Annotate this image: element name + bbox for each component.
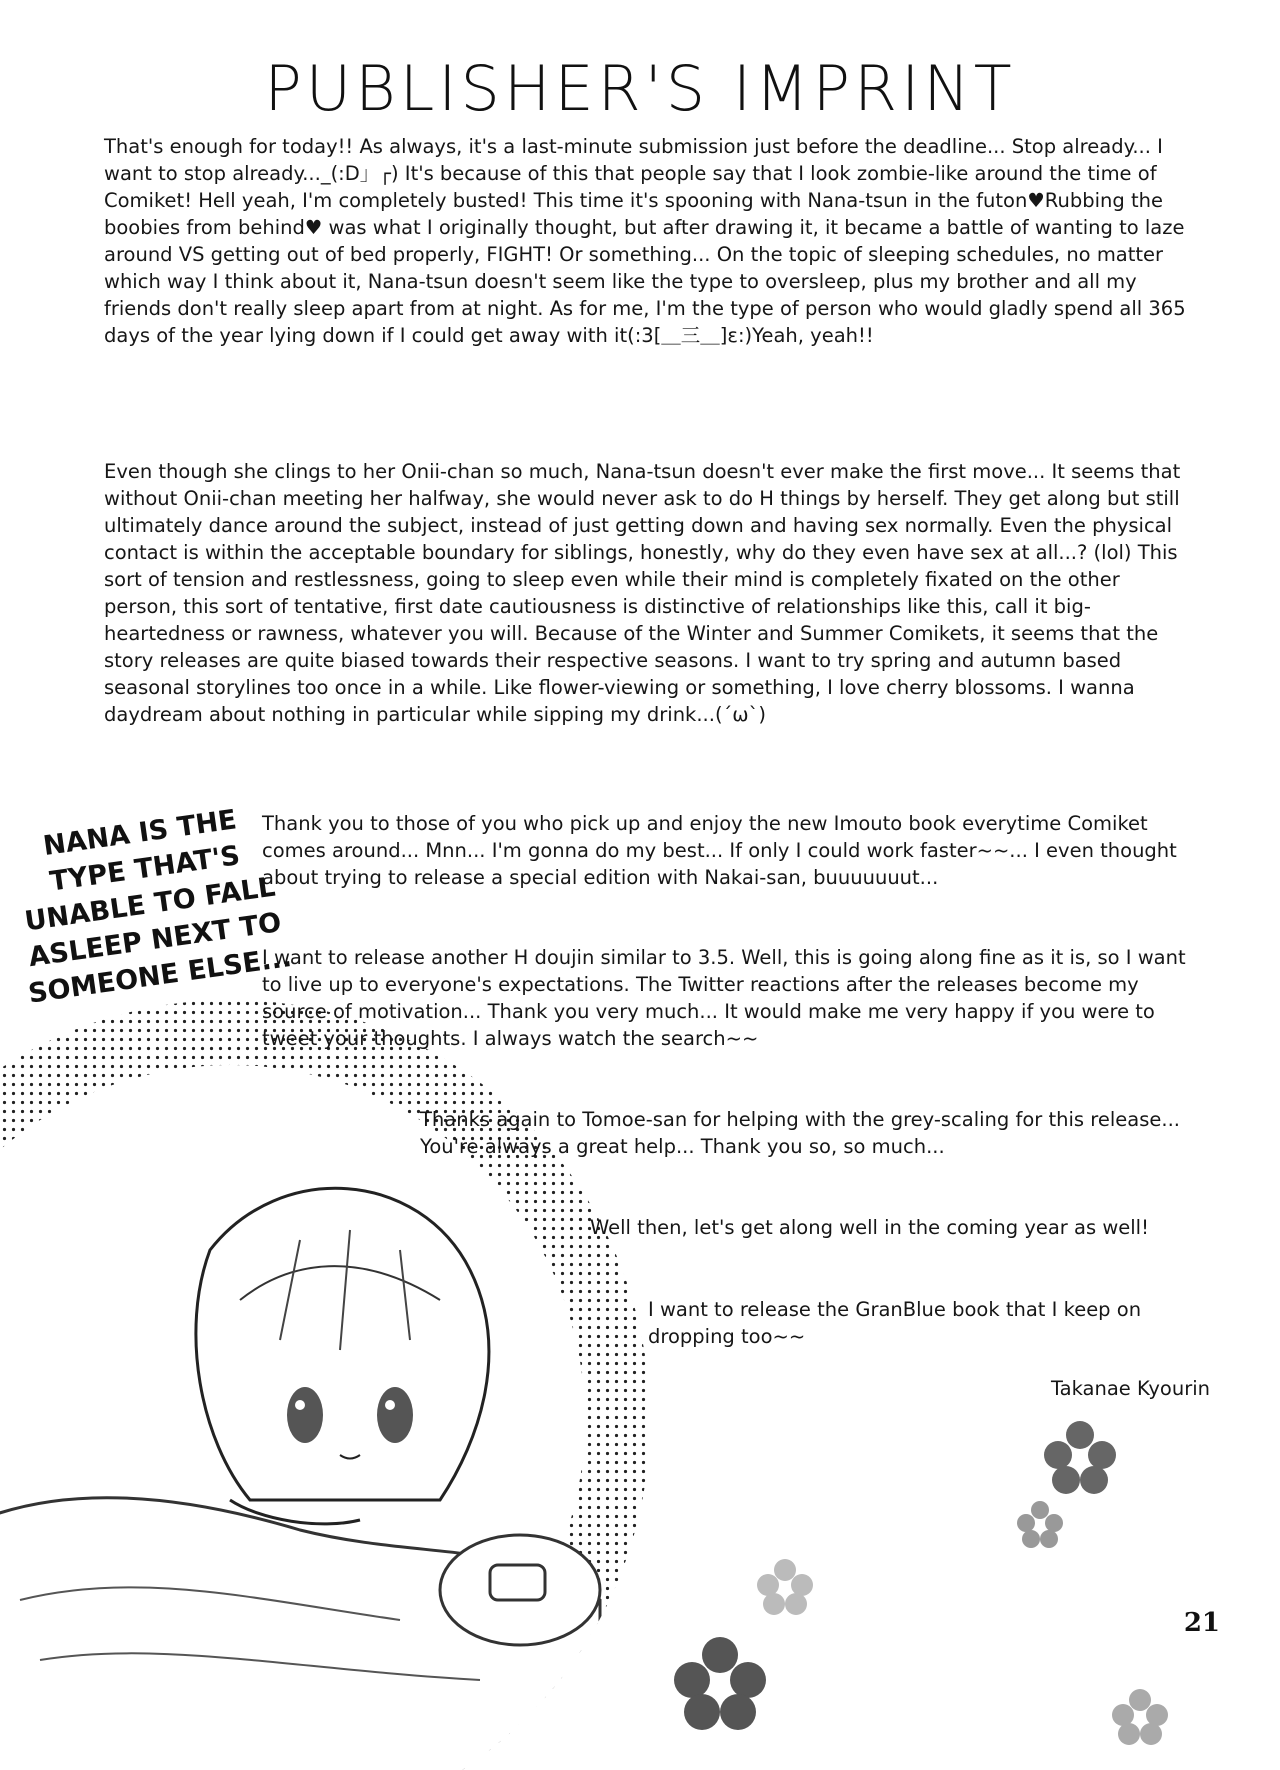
paragraph-3: Thank you to those of you who pick up and enjoy the new Imouto book everytime Comiket comes around... Mnn... I'm gonna do my best... If only I could work faster~~... I even thought about trying to release a special edition with Nakai-san, buuuuuuut... (262, 812, 1177, 889)
flower-decoration-medium (674, 1637, 766, 1730)
side-caption: NANA IS THE TYPE THAT'S UNABLE TO FALL ASLEEP NEXT TO SOMEONE ELSE... (22, 804, 294, 1010)
paragraph-2: Even though she clings to her Onii-chan so much, Nana-tsun doesn't ever make the first move... It seems that without Onii-chan meeting her halfway, she would never ask to do H things by herself. They get along but still ultimately dance around the subject, instead of just getting down and having sex normally. Even the physical contact is within the acceptable boundary for siblings, honestly, why do they even have sex at all...? (lol) This sort of tension and restlessness, going to sleep even while their mind is completely fixated on the other person, this sort of tentative, first date cautiousness is distinctive of relationships like this, call it big-heartedness or rawness, whatever you will. Because of the Winter and Summer Comikets, it seems that the story releases are quite biased towards their respective seasons. I want to try spring and autumn based seasonal storylines too once in a while. Like flower-viewing or something, I love cherry blossoms. I wanna daydream about nothing in particular while sipping my drink...(´ω`) (104, 460, 1181, 726)
flower-decoration-light (757, 1559, 813, 1615)
flower-decoration-corner (1112, 1689, 1168, 1745)
author-signature: Takanae Kyourin (1050, 1377, 1210, 1400)
paragraph-7: I want to release the GranBlue book that I keep on dropping too~~ (648, 1298, 1142, 1348)
paragraph-4: I want to release another H doujin similar to 3.5. Well, this is going along fine as it is, so I want to live up to everyone's expectations. The Twitter reactions after the releases become my source of motivation... Thank you very much... It would make me very happy if you were to tweet your thoughts. I always watch the search~~ (262, 946, 1186, 1050)
page-title: PUBLISHER'S IMPRINT (264, 52, 1016, 125)
flower-decoration-small (1017, 1501, 1063, 1548)
paragraph-6: Well then, let's get along well in the coming year as well! (590, 1216, 1149, 1239)
flower-decoration-large (1044, 1421, 1116, 1494)
page-number: 21 (1183, 1608, 1220, 1638)
paragraph-1: That's enough for today!! As always, it's a last-minute submission just before the deadline... Stop already... I want to stop already..._(:D」┌) It's because of this that people say that I look zombie-like around the time of Comiket! Hell yeah, I'm completely busted! This time it's spooning with Nana-tsun in the futon♥Rubbing the boobies from behind♥ was what I originally thought, but after drawing it, it became a battle of wanting to laze around VS getting out of bed properly, FIGHT! Or something... On the topic of sleeping schedules, no matter which way I think about it, Nana-tsun doesn't seem like the type to oversleep, plus my brother and all my friends don't really sleep apart from at night. As for me, I'm the type of person who would gladly spend all 365 days of the year lying down if I could get away with it(:3[＿三＿]ε:)Yeah, yeah!! (104, 135, 1186, 347)
paragraph-5: Thanks again to Tomoe-san for helping with the grey-scaling for this release... You're always a great help... Thank you so, so much... (420, 1108, 1180, 1158)
